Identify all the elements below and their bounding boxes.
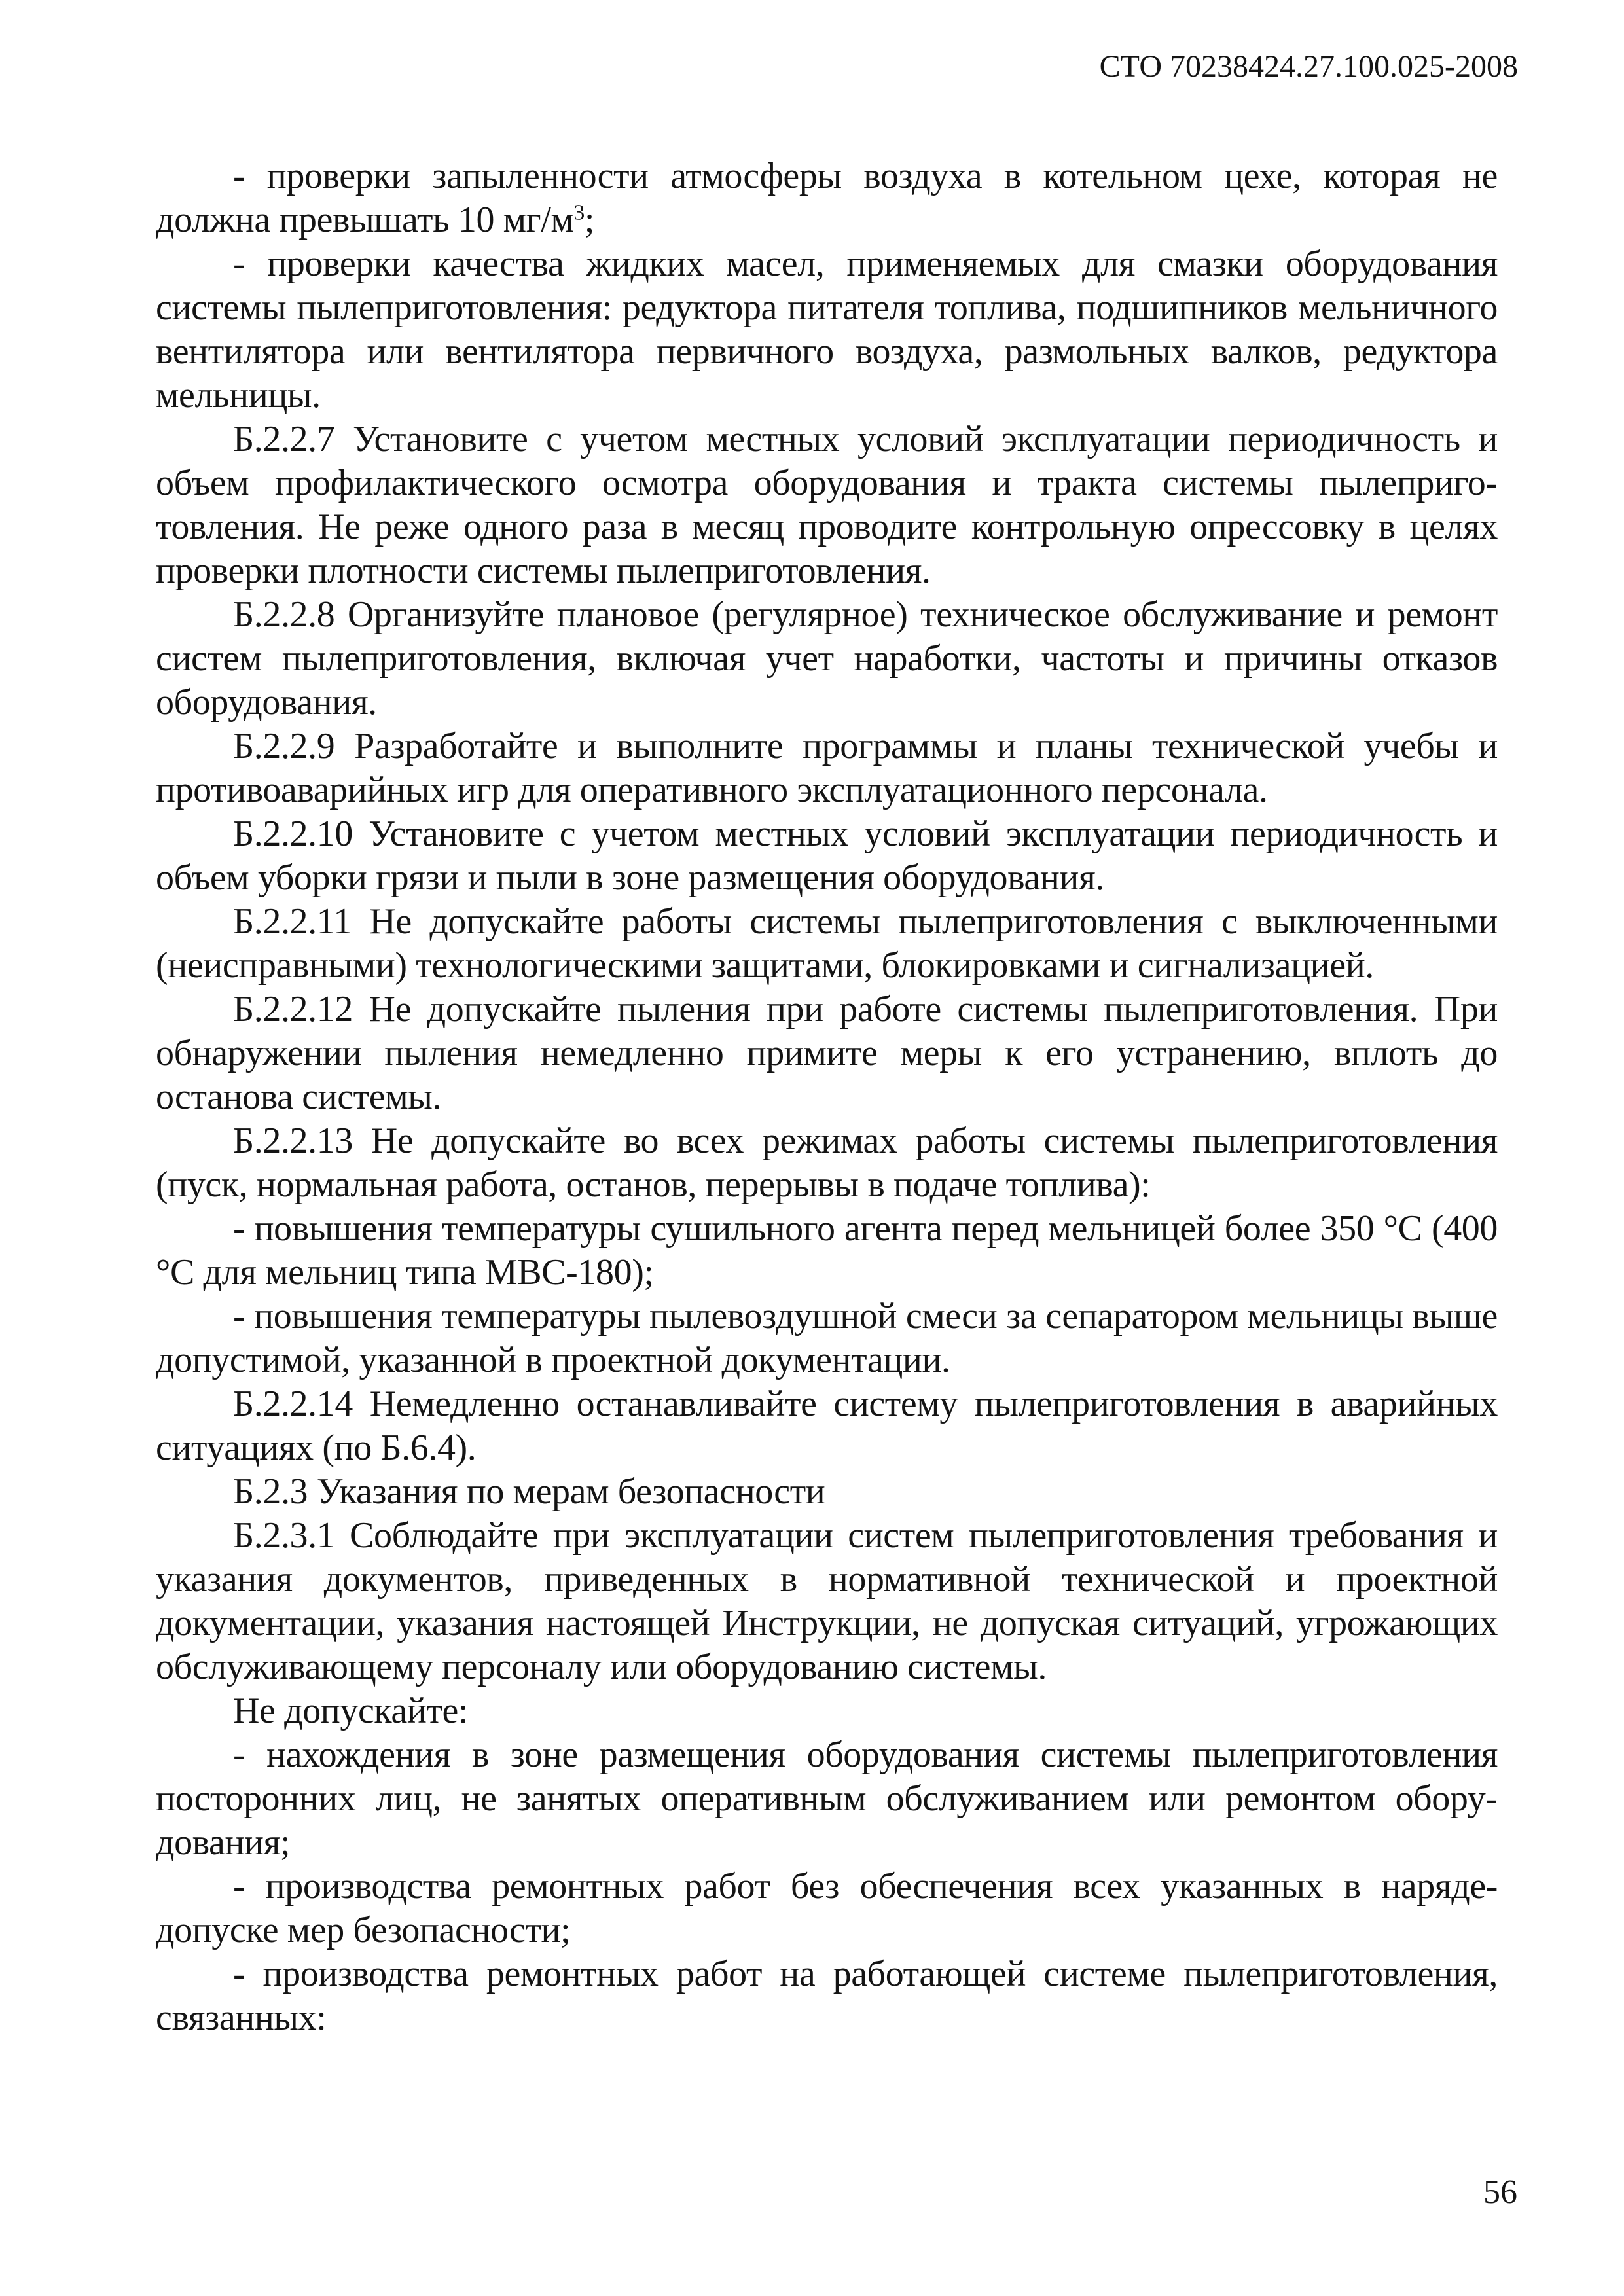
section-heading-b2-3: Б.2.3 Указания по мерам безопасности xyxy=(233,1471,825,1512)
paragraph-text: - проверки запыленности атмосферы воздуха в котельном цехе, которая не должна превышать 10 мг/м xyxy=(156,156,1498,240)
paragraph-b2-2-10: Б.2.2.10 Установите с учетом местных условий эксплуатации периодичность и объем уборки грязи и пыли в зоне размещения оборудования. xyxy=(156,814,1498,898)
paragraph-b2-2-11: Б.2.2.11 Не допускайте работы системы пылеприготовления с выключенными (неисправными) технологическими защитами, блокировками и сигнализацией. xyxy=(156,901,1498,986)
paragraph-unauthorized-persons: - нахождения в зоне размещения оборудования системы пылеприготовления посторонних лиц, не занятых оперативным обслуживанием или ремонтом оборудования; xyxy=(156,1734,1498,1863)
paragraph-b2-2-14: Б.2.2.14 Немедленно останавливайте систему пылеприготовления в аварийных ситуациях (по Б.6.4). xyxy=(156,1384,1498,1468)
document-code-header: СТО 70238424.27.100.025-2008 xyxy=(1099,49,1518,84)
paragraph-drying-agent-temp: - повышения температуры сушильного агента перед мельницей более 350 °С (400 °С для мельниц типа МВС-180); xyxy=(156,1208,1498,1293)
document-body xyxy=(156,154,1498,2040)
paragraph-dust-check xyxy=(156,154,1498,242)
page-number: 56 xyxy=(1483,2174,1517,2211)
paragraph-do-not-allow: Не допускайте: xyxy=(233,1691,469,1731)
paragraph-repair-without-permit: - производства ремонтных работ без обеспечения всех указанных в наряде-допуске мер безопасности; xyxy=(156,1866,1498,1950)
superscript: 3 xyxy=(573,200,585,225)
paragraph-b2-2-12: Б.2.2.12 Не допускайте пыления при работе системы пылеприготовления. При обнаружении пыления немедленно примите меры к его устранению, вплоть до останова системы. xyxy=(156,989,1498,1117)
paragraph-b2-2-8: Б.2.2.8 Организуйте плановое (регулярное) техническое обслуживание и ремонт систем пылеприготовления, включая учет наработки, частоты и причины отказов оборудования. xyxy=(156,594,1498,723)
paragraph-mixture-temp: - повышения температуры пылевоздушной смеси за сепаратором мельницы выше допустимой, указанной в проектной документации. xyxy=(156,1296,1498,1380)
paragraph-oil-check: - проверки качества жидких масел, применяемых для смазки оборудования системы пылеприготовления: редуктора питателя топлива, подшипников мельничного вентилятора или вентилятора первичного воздуха, размольных валков, редуктора мельницы. xyxy=(156,243,1498,416)
paragraph-b2-2-13: Б.2.2.13 Не допускайте во всех режимах работы системы пылеприготовления (пуск, нормальная работа, останов, перерывы в подаче топлива): xyxy=(156,1121,1498,1205)
paragraph-repair-running-system: - производства ремонтных работ на работающей системе пылеприготовления, связанных: xyxy=(156,1954,1498,2038)
paragraph-b2-2-7: Б.2.2.7 Установите с учетом местных условий эксплуатации периодичность и объем профилактического осмотра оборудования и тракта системы пылеприготовления. Не реже одного раза в месяц проводите контрольную опрессовку в целях проверки плотности системы пылеприготовления. xyxy=(156,419,1498,591)
paragraph-b2-2-9: Б.2.2.9 Разработайте и выполните программы и планы технической учебы и противоаварийных игр для оперативного эксплуатационного персонала. xyxy=(156,726,1498,810)
paragraph-b2-3-1: Б.2.3.1 Соблюдайте при эксплуатации систем пылеприготовления требования и указания документов, приведенных в нормативной технической и проектной документации, указания настоящей Инструкции, не допуская ситуаций, угрожающих обслуживающему персоналу или оборудованию системы. xyxy=(156,1515,1498,1687)
paragraph-text: ; xyxy=(584,200,595,240)
